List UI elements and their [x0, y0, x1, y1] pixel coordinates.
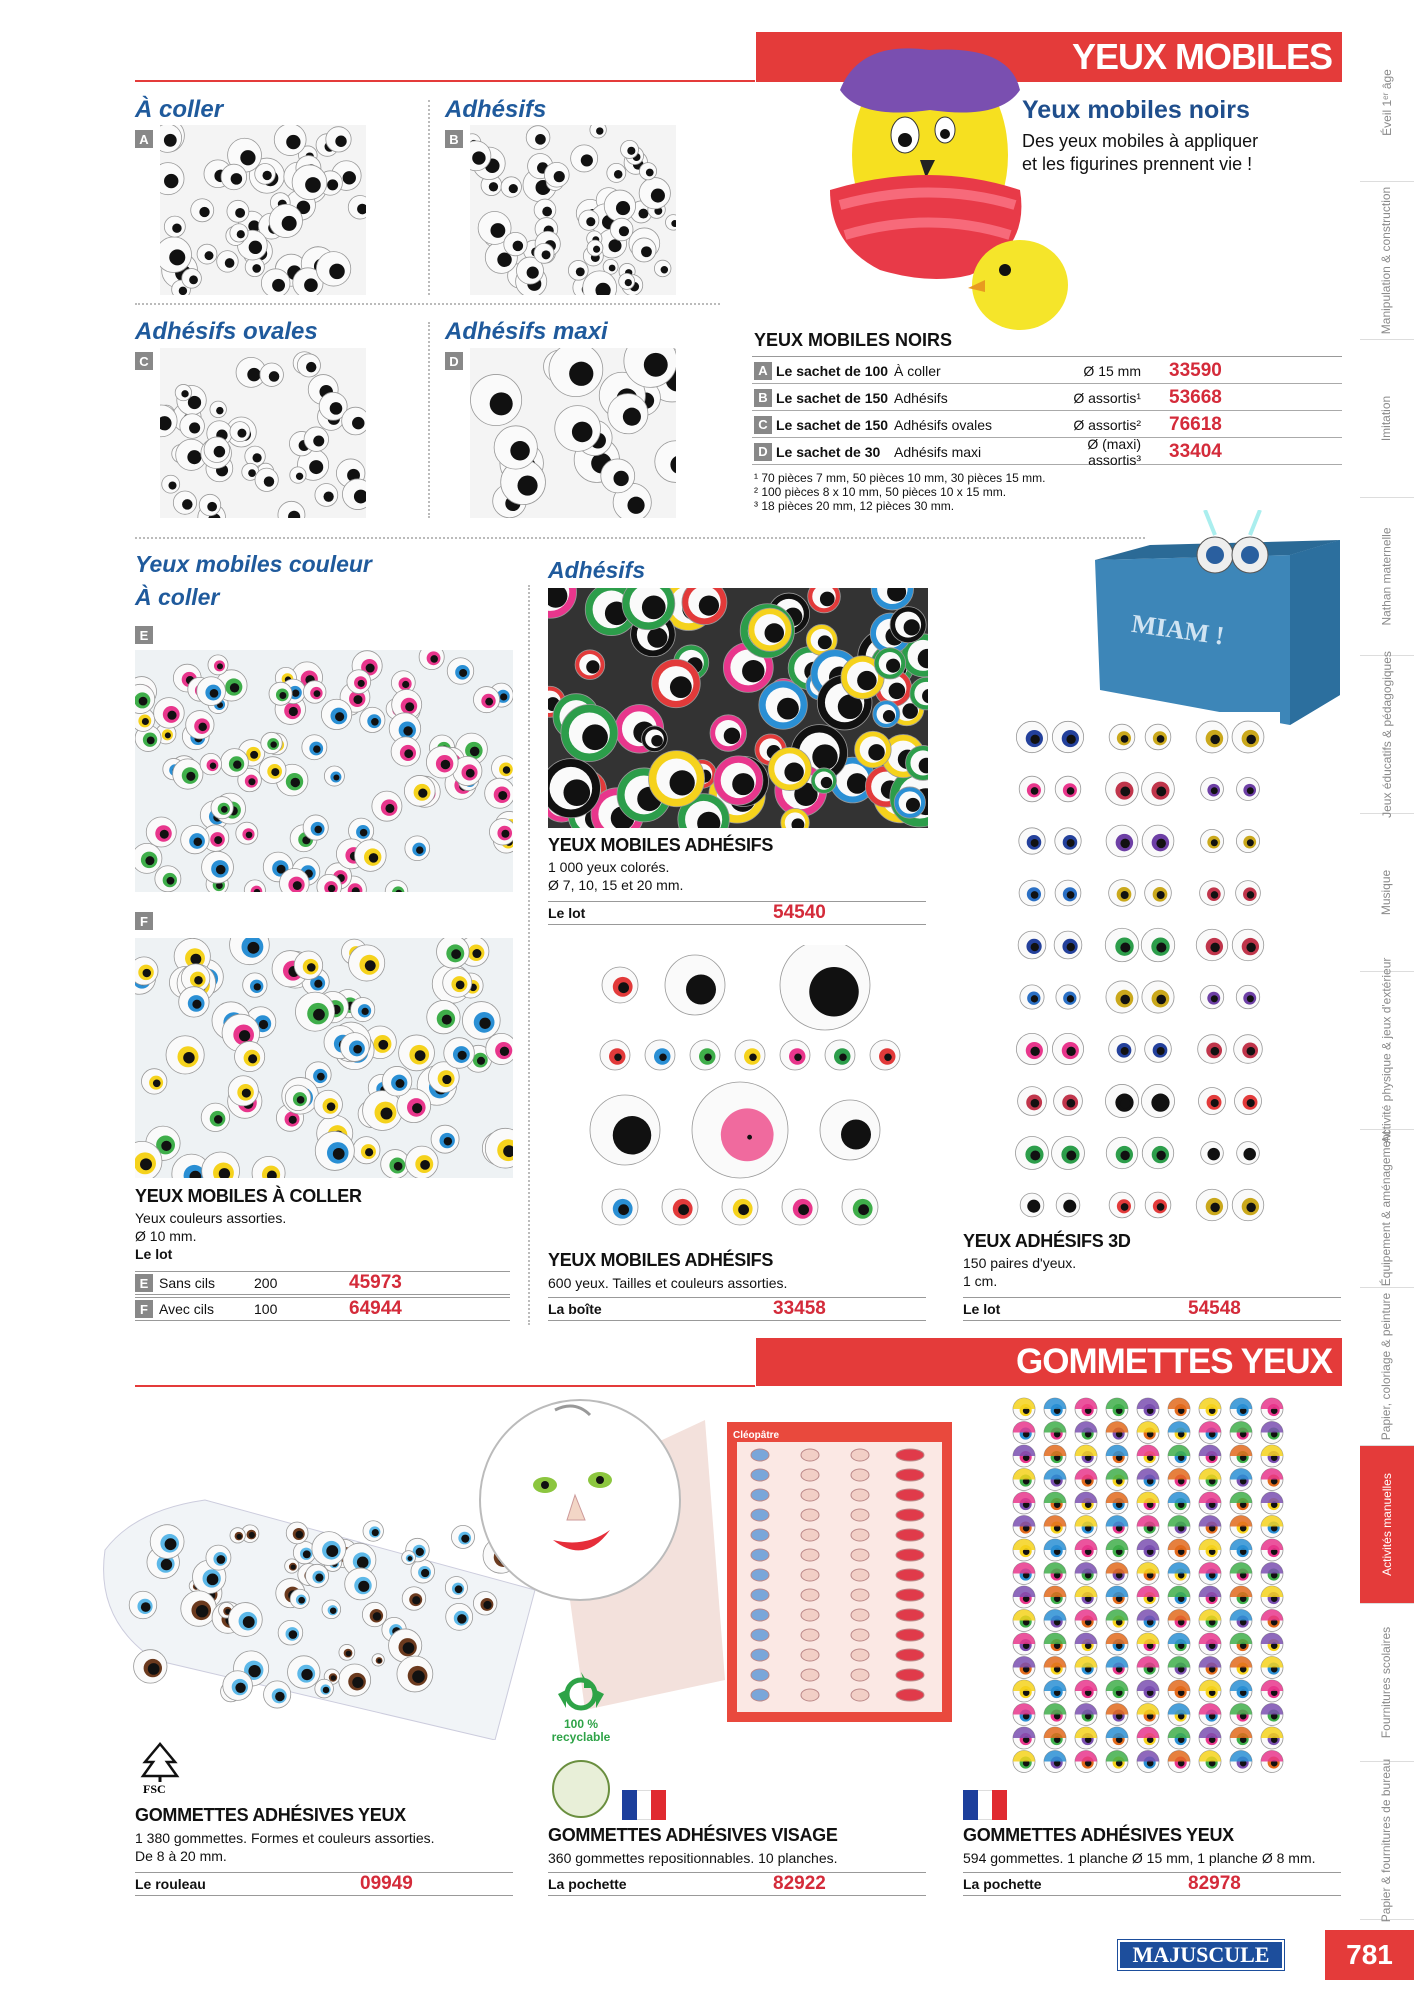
coller-title: YEUX MOBILES À COLLER: [135, 1186, 362, 1206]
product-code: 33590: [1169, 359, 1222, 381]
sidebar-tab[interactable]: [1360, 182, 1414, 340]
product-photo-c: [160, 348, 366, 518]
sidebar-tab-label: Musique: [1379, 869, 1394, 916]
sidebar-tab-label: Activités manuelles: [1379, 1473, 1394, 1576]
recycle-icon: [556, 1668, 606, 1713]
product-code: 45973: [349, 1272, 402, 1293]
product-photo-b: [470, 125, 676, 295]
product-photo-e: [135, 650, 513, 892]
noirs-table-row: [752, 435, 1342, 468]
sidebar-tab-label: Manipulation & construction: [1379, 186, 1394, 335]
intro-text: [1022, 130, 1258, 176]
page-number: 781: [1325, 1930, 1414, 1980]
coller-desc-1: Yeux couleurs assorties.: [135, 1210, 287, 1226]
googly-eyes-oval-image: [160, 348, 366, 518]
sidebar-tab[interactable]: [1360, 24, 1414, 182]
letter-badge-d: D: [445, 352, 463, 370]
sidebar-tab-label: Papier, coloriage & peinture: [1379, 1292, 1394, 1441]
table-rule: [752, 356, 1342, 357]
sidebar-tab-label: Imitation: [1379, 395, 1394, 442]
france-flag-icon: [622, 1790, 666, 1820]
row-label: Le sachet de 100: [776, 362, 889, 379]
product-code: 64944: [349, 1298, 402, 1319]
sidebar-tab-label: Activité physique & jeux d'extérieur: [1379, 957, 1394, 1144]
googly-eyes-maxi-image: [470, 348, 676, 518]
row-letter-badge: B: [754, 389, 772, 407]
imprim-vert-logo: [552, 1760, 610, 1818]
gommettes-banner-title: GOMMETTES YEUX: [1016, 1342, 1332, 1381]
sidebar-tab[interactable]: [1360, 1446, 1414, 1604]
row-size: Ø (maxi) assortis³: [1087, 435, 1141, 468]
letter-badge-e: E: [135, 626, 153, 644]
row-qty: 200: [254, 1275, 278, 1291]
gommettes1-desc-1: 1 380 gommettes. Formes et couleurs assorties.: [135, 1830, 435, 1846]
row-letter-badge: E: [135, 1274, 153, 1292]
gommettes3-desc: 594 gommettes. 1 planche Ø 15 mm, 1 planche Ø 8 mm.: [963, 1850, 1316, 1866]
sidebar-tab-label: Fournitures scolaires: [1379, 1626, 1394, 1739]
divider: [428, 322, 430, 518]
row-type: Adhésifs: [894, 389, 948, 406]
couleur-title-line-1: Yeux mobiles couleur: [135, 551, 372, 577]
recyclable-text: recyclable: [551, 1730, 611, 1744]
gommettes3-price-row: [963, 1872, 1341, 1896]
product-code: 76618: [1169, 413, 1222, 435]
adhesifs3d-price-row: [963, 1297, 1341, 1321]
gommettes1-desc-2: De 8 à 20 mm.: [135, 1848, 227, 1864]
intro-title: Yeux mobiles noirs: [1022, 96, 1250, 124]
product-code: 82922: [773, 1873, 826, 1894]
sidebar-tab-label: Jeux éducatifs & pédagogiques: [1379, 651, 1394, 818]
row-letter-badge: C: [754, 416, 772, 434]
sidebar-tab[interactable]: [1360, 1288, 1414, 1446]
row-letter-badge: A: [754, 362, 772, 380]
adhesifs3d-desc-1: 150 paires d'yeux.: [963, 1255, 1077, 1271]
product-code: 09949: [360, 1873, 413, 1894]
gommettes1-desc: [135, 1829, 435, 1865]
coller-row-f: [135, 1297, 510, 1321]
miam-box: [1090, 510, 1345, 730]
section-c-title: Adhésifs ovales: [135, 318, 318, 345]
adhesifs1-desc: [548, 858, 683, 894]
noirs-table-row: [752, 412, 1342, 438]
blue-box-image: [1090, 510, 1345, 730]
section-a-title: À coller: [135, 96, 224, 123]
divider: [528, 585, 530, 1325]
gommettes1-title: GOMMETTES ADHÉSIVES YEUX: [135, 1805, 406, 1825]
adhesifs1-title: YEUX MOBILES ADHÉSIFS: [548, 835, 774, 855]
sidebar-tab-label: Nathan maternelle: [1379, 527, 1394, 626]
adhesifs1-desc-2: Ø 7, 10, 15 et 20 mm.: [548, 877, 684, 893]
egg-figurine-image: [820, 30, 1110, 350]
gommettes1-price-row: [135, 1872, 513, 1896]
intro-line-2: et les figurines prennent vie !: [1022, 154, 1253, 174]
sidebar-tab-label: Équipement & aménagement: [1379, 1130, 1394, 1287]
row-label: Le sachet de 150: [776, 389, 889, 406]
adhesifs1-desc-1: 1 000 yeux colorés.: [548, 859, 670, 875]
coller-unit: Le lot: [135, 1246, 173, 1262]
fsc-text: FSC: [143, 1782, 166, 1795]
sidebar-tab[interactable]: [1360, 340, 1414, 498]
product-photo-gommettes-grid: [1010, 1395, 1310, 1785]
unit-label: La pochette: [548, 1876, 627, 1892]
noirs-table-title: YEUX MOBILES NOIRS: [754, 330, 953, 350]
majuscule-logo: MAJUSCULE: [1118, 1940, 1284, 1970]
adhesifs3d-desc-2: 1 cm.: [963, 1273, 998, 1289]
coller-desc: [135, 1209, 286, 1263]
gommettes2-price-row: [548, 1872, 926, 1896]
sidebar-tab-label: Papier & fournitures de bureau: [1379, 1758, 1394, 1923]
fsc-tree-icon: [135, 1740, 185, 1795]
row-type: Adhésifs ovales: [894, 416, 993, 433]
noirs-table-row: [752, 385, 1342, 411]
coller-row-e: [135, 1271, 510, 1295]
sidebar-tab[interactable]: [1360, 1758, 1414, 1923]
gommettes-banner: [756, 1338, 1342, 1386]
product-photo-3d: [1010, 712, 1280, 1227]
adhesifs1-price-row: [548, 901, 926, 925]
adhesifs3d-title: YEUX ADHÉSIFS 3D: [963, 1231, 1131, 1251]
adhesifs2-title: YEUX MOBILES ADHÉSIFS: [548, 1250, 774, 1270]
france-flag-icon: [963, 1790, 1007, 1820]
sidebar-tab[interactable]: [1360, 957, 1414, 1144]
sidebar-tab-label: Éveil 1ᵉʳ âge: [1379, 69, 1394, 136]
sidebar-tab[interactable]: [1360, 498, 1414, 656]
divider: [135, 303, 720, 305]
product-code: 53668: [1169, 386, 1222, 408]
row-label: Le sachet de 150: [776, 416, 889, 433]
eye-sticker-sheet-image: [1010, 1395, 1310, 1785]
letter-badge-a: A: [135, 130, 153, 148]
fsc-logo: [135, 1740, 185, 1795]
3d-eye-pairs-image: [1010, 712, 1280, 1227]
product-code: 54548: [1188, 1298, 1241, 1319]
product-photo-adhesifs-2: [570, 945, 910, 1235]
row-letter-badge: F: [135, 1300, 153, 1318]
row-type: Adhésifs maxi: [894, 443, 982, 460]
row-label: Le sachet de 30: [776, 443, 881, 460]
unit-label: La boîte: [548, 1301, 602, 1317]
googly-eyes-adhesive-image: [470, 125, 676, 295]
sidebar-tab[interactable]: [1360, 651, 1414, 818]
sidebar-tab[interactable]: [1360, 814, 1414, 972]
footnote-1: ¹ 70 pièces 7 mm, 50 pièces 10 mm, 30 pièces 15 mm.: [754, 471, 1046, 485]
row-size: Ø 15 mm: [1083, 362, 1141, 379]
product-photo-f: [135, 938, 513, 1178]
adhesifs2-desc: 600 yeux. Tailles et couleurs assorties.: [548, 1275, 788, 1291]
footnote-2: ² 100 pièces 8 x 10 mm, 50 pièces 10 x 15 mm.: [754, 485, 1007, 499]
sidebar-tab[interactable]: [1360, 1130, 1414, 1288]
recyclable-pct: 100 %: [563, 1717, 599, 1731]
brand-label: Cléopâtre: [733, 1430, 780, 1441]
section-d-title: Adhésifs maxi: [445, 318, 608, 345]
letter-badge-b: B: [445, 130, 463, 148]
product-code: 33404: [1169, 440, 1222, 462]
couleur-title: [135, 548, 372, 614]
sidebar-tab[interactable]: [1360, 1604, 1414, 1762]
box-label: MIAM !: [1129, 608, 1227, 651]
eyelash-googly-eyes-image: [135, 938, 513, 1178]
unit-label: Le lot: [548, 905, 586, 921]
product-code: 33458: [773, 1298, 826, 1319]
row-label: Sans cils: [159, 1275, 216, 1291]
row-size: Ø assortis²: [1073, 416, 1141, 433]
row-letter-badge: D: [754, 443, 772, 461]
gommettes2-desc: 360 gommettes repositionnables. 10 planches.: [548, 1850, 838, 1866]
egg-chick-figure: [820, 30, 1110, 350]
product-photo-d: [470, 348, 676, 518]
row-size: Ø assortis¹: [1073, 389, 1141, 406]
footnote-3: ³ 18 pièces 20 mm, 12 pièces 30 mm.: [754, 499, 955, 513]
section-b-title: Adhésifs: [445, 96, 547, 123]
coller-desc-2: Ø 10 mm.: [135, 1228, 197, 1244]
intro-line-1: Des yeux mobiles à appliquer: [1022, 131, 1259, 151]
row-type: À coller: [894, 362, 941, 379]
product-photo-a: [160, 125, 366, 295]
product-photo-adhesifs: [548, 588, 928, 828]
row-qty: 100: [254, 1301, 278, 1317]
adhesifs3d-desc: [963, 1254, 1076, 1290]
noirs-footnotes: [754, 471, 1045, 513]
colored-rimmed-eyes-image: [548, 588, 928, 828]
letter-badge-f: F: [135, 912, 153, 930]
unit-label: Le lot: [963, 1301, 1001, 1317]
googly-eyes-black-image: [160, 125, 366, 295]
assorted-eyes-image: [570, 945, 910, 1235]
unit-label: Le rouleau: [135, 1876, 206, 1892]
row-label: Avec cils: [159, 1301, 214, 1317]
product-code: 54540: [773, 902, 826, 923]
recyclable-logo: [545, 1668, 617, 1748]
adhesifs2-price-row: [548, 1297, 926, 1321]
couleur-title-line-2: À coller: [135, 584, 220, 610]
banner-title: YEUX MOBILES: [1071, 36, 1332, 77]
letter-badge-c: C: [135, 352, 153, 370]
noirs-table-row: [752, 358, 1342, 384]
gommettes3-title: GOMMETTES ADHÉSIVES YEUX: [963, 1825, 1234, 1845]
colored-googly-eyes-image: [135, 650, 513, 892]
divider: [135, 537, 1145, 539]
header-rule: [135, 80, 755, 82]
product-code: 82978: [1188, 1873, 1241, 1894]
unit-label: La pochette: [963, 1876, 1042, 1892]
divider: [428, 100, 430, 295]
gommettes2-title: GOMMETTES ADHÉSIVES VISAGE: [548, 1825, 838, 1845]
adhesifs-section-title: Adhésifs: [548, 557, 646, 583]
